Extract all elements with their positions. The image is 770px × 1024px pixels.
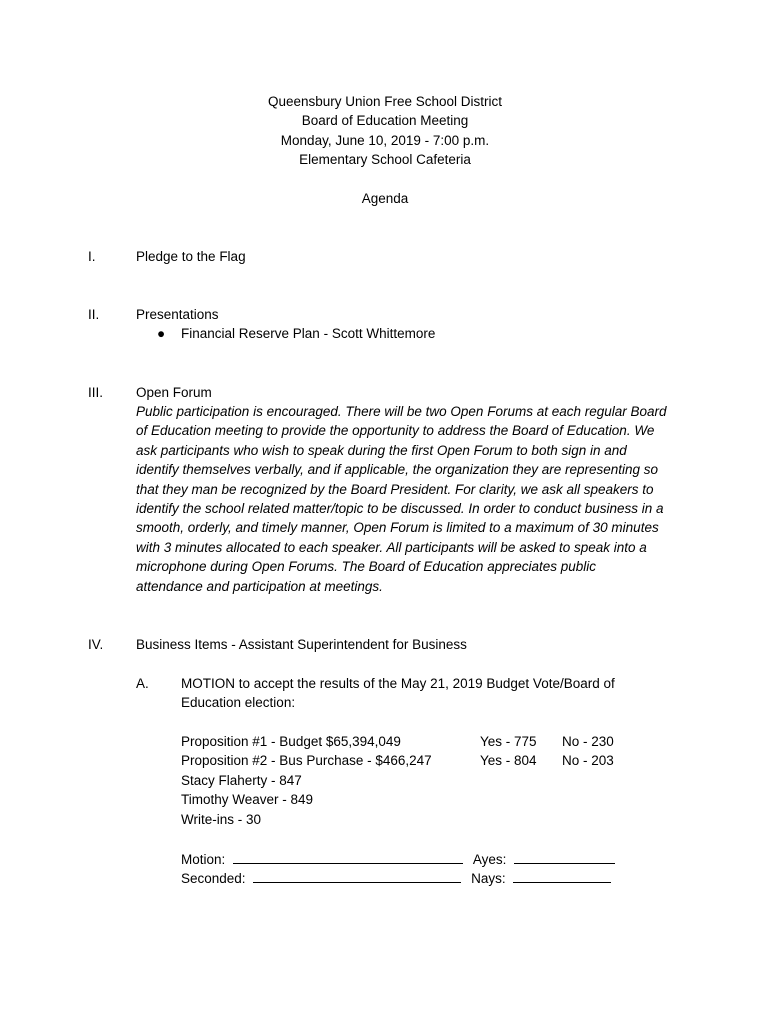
section-numeral: II. (88, 307, 100, 322)
section-numeral: III. (88, 385, 104, 400)
meeting-name: Board of Education Meeting (301, 113, 469, 129)
agenda-heading: Agenda (361, 191, 409, 206)
result-row (181, 751, 432, 770)
open-forum-paragraph (136, 402, 686, 596)
motion-text-line: MOTION to accept the results of the May 21, 2019 Budget Vote/Board of (181, 676, 615, 691)
section-title: Pledge to the Flag (136, 249, 246, 264)
paragraph-line: identify the school related matter/topic to be discussed. In order to conduct business in a (136, 501, 664, 517)
result-no: No - 203 (562, 753, 614, 768)
result-row (181, 732, 401, 751)
meeting-location: Elementary School Cafeteria (299, 152, 471, 168)
seconded-blank-field[interactable] (253, 868, 461, 883)
paragraph-line: identify themselves verbally, and if applicable, the organization they are representing so (136, 462, 659, 478)
section-title: Presentations (136, 307, 219, 322)
result-no: No - 230 (562, 734, 614, 749)
paragraph-line: ask participants who wish to speak during the first Open Forum to both sign in and (136, 442, 627, 458)
paragraph-line: attendance and participation at meetings. (136, 578, 383, 594)
bullet-icon: ● (157, 326, 166, 341)
paragraph-line: with 3 minutes allocated to each speaker. All participants will be asked to speak into a (136, 539, 647, 555)
nays-label: Nays: (471, 871, 506, 886)
result-label: Write-ins - 30 (181, 812, 262, 827)
paragraph-line: smooth, orderly, and timely manner, Open Forum is limited to a maximum of 30 minutes (136, 520, 659, 536)
meeting-date-time: Monday, June 10, 2019 - 7:00 p.m. (280, 132, 490, 148)
result-yes: Yes - 775 (480, 734, 537, 749)
section-title: Business Items - Assistant Superintendent for Business (136, 637, 467, 652)
ayes-blank-field[interactable] (514, 849, 615, 864)
nays-blank-field[interactable] (513, 868, 611, 883)
section-numeral: I. (88, 249, 96, 264)
result-label: Proposition #1 - Budget $65,394,049 (181, 734, 401, 749)
motion-blank-field[interactable] (233, 849, 463, 864)
result-row (181, 790, 313, 809)
presentation-item-text: Financial Reserve Plan - Scott Whittemore (181, 326, 436, 341)
section-title: Open Forum (136, 385, 212, 400)
item-letter: A. (136, 676, 149, 691)
result-label: Stacy Flaherty - 847 (181, 773, 302, 788)
motion-text (181, 674, 615, 713)
seconded-label: Seconded: (181, 871, 246, 886)
paragraph-line: microphone during Open Forums. The Board of Education appreciates public (136, 559, 597, 575)
ayes-label: Ayes: (472, 852, 507, 867)
motion-signature-row (181, 849, 615, 868)
result-row (181, 810, 261, 829)
paragraph-line: that they man be recognized by the Board President. For clarity, we ask all speakers to (136, 481, 654, 497)
result-label: Proposition #2 - Bus Purchase - $466,247 (181, 753, 432, 768)
paragraph-line: of Education meeting to provide the opportunity to address the Board of Education. We (136, 423, 655, 439)
motion-label: Motion: (181, 852, 226, 867)
motion-text-line: Education election: (181, 695, 296, 711)
result-label: Timothy Weaver - 849 (181, 792, 314, 807)
document-header (0, 92, 770, 170)
section-numeral: IV. (88, 637, 104, 652)
district-name: Queensbury Union Free School District (267, 94, 503, 109)
paragraph-line: Public participation is encouraged. There will be two Open Forums at each regular Board (136, 404, 667, 419)
seconded-signature-row (181, 868, 611, 887)
result-row (181, 771, 302, 790)
result-yes: Yes - 804 (480, 753, 537, 768)
